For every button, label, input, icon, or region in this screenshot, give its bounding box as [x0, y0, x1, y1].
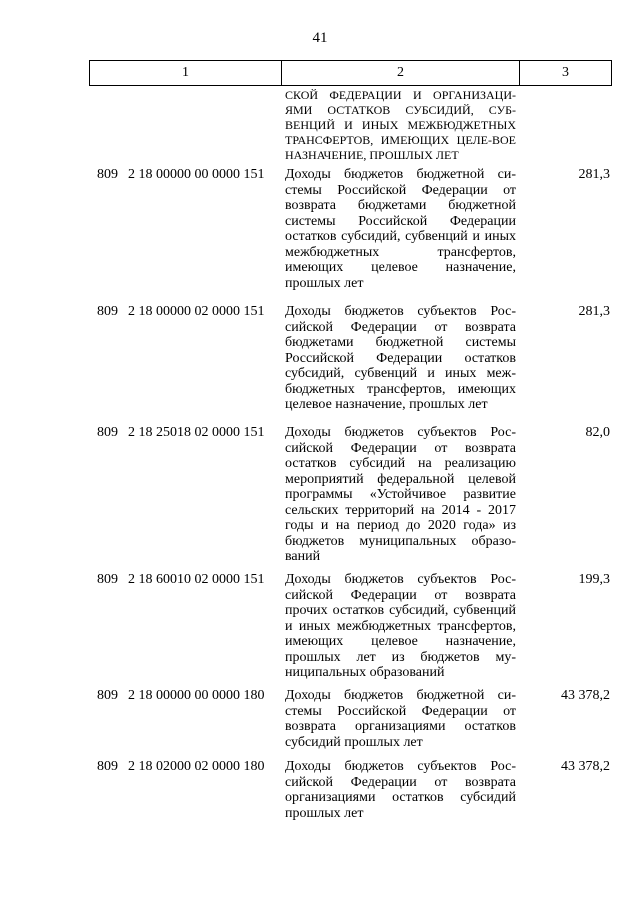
budget-code: 2 18 60010 02 0000 151 — [128, 572, 265, 587]
admin-code: 809 — [97, 167, 118, 182]
row-amount: 281,3 — [578, 304, 610, 319]
budget-code: 2 18 00000 00 0000 151 — [128, 167, 265, 182]
table-header — [89, 60, 612, 86]
row-description: Доходы бюджетов субъектов Российской Федерации от возврата организациями остатков субсидий прошлых лет — [285, 759, 516, 821]
row-description: Доходы бюджетов субъектов Российской Федерации от возврата остатков субсидий на реализацию мероприятий федеральной целевой программы «Устойчивое развитие сельских территорий на 2014 - 2017 годы и на период до 2020 года» из бюджетов муниципальных образований — [285, 425, 516, 564]
row-amount: 43 378,2 — [561, 688, 610, 703]
row-amount: 281,3 — [578, 167, 610, 182]
column-header-1: 1 — [90, 61, 282, 85]
admin-code: 809 — [97, 688, 118, 703]
admin-code: 809 — [97, 304, 118, 319]
row-description: Доходы бюджетов бюджетной системы Российской Федерации от возврата организациями остатков субсидий прошлых лет — [285, 688, 516, 750]
column-header-3: 3 — [562, 65, 569, 80]
row-amount: 199,3 — [578, 572, 610, 587]
row-amount: 43 378,2 — [561, 759, 610, 774]
continuation-text: СКОЙ ФЕДЕРАЦИИ И ОРГАНИЗАЦИ-ЯМИ ОСТАТКОВ СУБСИДИЙ, СУБ-ВЕНЦИЙ И ИНЫХ МЕЖБЮДЖЕТНЫХ ТРАНСФЕРТОВ, ИМЕЮЩИХ ЦЕЛЕ-ВОЕ НАЗНАЧЕНИЕ, ПРОШЛЫХ ЛЕТ — [285, 88, 516, 162]
row-amount: 82,0 — [585, 425, 610, 440]
admin-code: 809 — [97, 572, 118, 587]
budget-code: 2 18 25018 02 0000 151 — [128, 425, 265, 440]
budget-code: 2 18 00000 02 0000 151 — [128, 304, 265, 319]
admin-code: 809 — [97, 425, 118, 440]
admin-code: 809 — [97, 759, 118, 774]
budget-code: 2 18 00000 00 0000 180 — [128, 688, 265, 703]
row-description: Доходы бюджетов бюджетной системы Российской Федерации от возврата бюджетами бюджетной системы Российской Федерации остатков субсидий, субвенций и иных межбюджетных трансфертов, имеющих целевое назначение, прошлых лет — [285, 167, 516, 291]
column-header-2: 2 — [282, 61, 520, 85]
page-number: 41 — [312, 30, 328, 46]
budget-code: 2 18 02000 02 0000 180 — [128, 759, 265, 774]
row-description: Доходы бюджетов субъектов Российской Федерации от возврата прочих остатков субсидий, субвенций и иных межбюджетных трансфертов, имеющих целевое назначение, прошлых лет из бюджетов муниципальных образований — [285, 572, 516, 680]
row-description: Доходы бюджетов субъектов Российской Федерации от возврата бюджетами бюджетной системы Российской Федерации остатков субсидий, субвенций и иных межбюджетных трансфертов, имеющих целевое назначение, прошлых лет — [285, 304, 516, 412]
